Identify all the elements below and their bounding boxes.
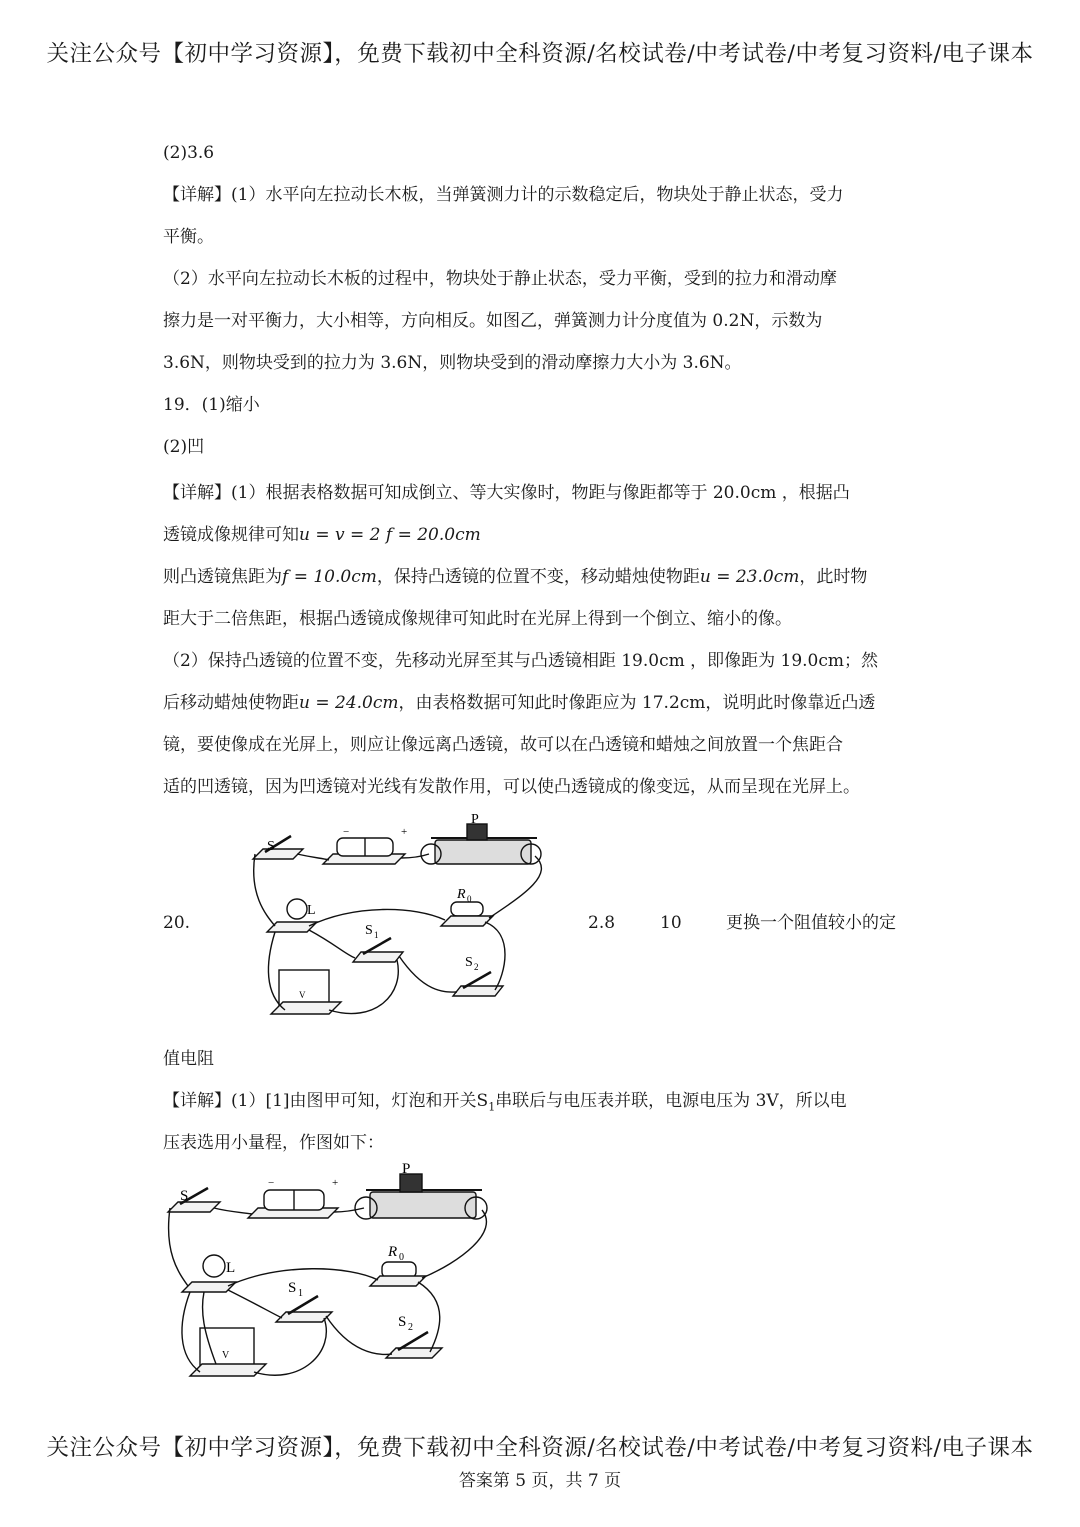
q19-detail2-line2: 后移动蜡烛使物距u = 24.0cm，由表格数据可知此时像距应为 17.2cm，说明此时像靠近凸透: [163, 693, 876, 713]
label-switch-s: S: [267, 839, 275, 854]
label-voltmeter-v: V: [299, 990, 306, 1000]
q20-blank2: 10: [660, 913, 682, 933]
label-resistor-r: R: [457, 887, 466, 902]
q18-detail2-line2: 擦力是一对平衡力，大小相等，方向相反。如图乙，弹簧测力计分度值为 0.2N，示数为: [163, 311, 823, 331]
q18-detail1-line1: 【详解】(1）水平向左拉动长木板，当弹簧测力计的示数稳定后，物块处于静止状态，受力: [163, 185, 844, 205]
q19-detail1-line3: 则凸透镜焦距为f = 10.0cm，保持凸透镜的位置不变，移动蜡烛使物距u = 23.0cm，此时物: [163, 567, 868, 587]
label-lamp-l: L: [307, 903, 316, 918]
object-distance-2: u = 24.0cm: [299, 693, 399, 713]
label-slider-p: P: [471, 814, 479, 827]
q19-detail2-line4: 适的凹透镜，因为凹透镜对光线有发散作用，可以使凸透镜成的像变远，从而呈现在光屏上。: [163, 777, 860, 797]
q19-detail2-line3: 镜，要使像成在光屏上，则应让像远离凸透镜，故可以在凸透镜和蜡烛之间放置一个焦距合: [163, 735, 843, 755]
label2-switch-s2: S: [398, 1314, 407, 1330]
q20-number: 20.: [163, 913, 191, 933]
label2-resistor-r: R: [388, 1244, 398, 1260]
q18-detail2-line1: （2）水平向左拉动长木板的过程中，物块处于静止状态，受力平衡，受到的拉力和滑动摩: [163, 269, 837, 289]
q19-detail1-line1: 【详解】(1）根据表格数据可知成倒立、等大实像时，物距与像距都等于 20.0cm ，根据凸: [163, 483, 850, 503]
q20-detail-line1: 【详解】(1）[1]由图甲可知，灯泡和开关$S_1$串联后与电压表并联，电源电压为 3V，所以电: [163, 1091, 847, 1114]
label2-voltmeter-v: V: [222, 1350, 230, 1361]
object-distance: u = 23.0cm: [699, 567, 800, 587]
focal-length: f = 10.0cm: [282, 567, 377, 587]
label2-switch-s1-sub: 1: [298, 1288, 303, 1299]
label-switch-s2-sub: 2: [474, 962, 479, 972]
q19-detail1-line2: 透镜成像规律可知u = v = 2 f = 20.0cm: [163, 525, 481, 545]
q19-detail2-line1: （2）保持凸透镜的位置不变，先移动光屏至其与凸透镜相距 19.0cm ，即像距为 19.0cm；然: [163, 651, 879, 671]
label-battery-minus: −: [343, 826, 350, 838]
label2-switch-s1: S: [288, 1280, 297, 1296]
q18-detail2-line3: 3.6N，则物块受到的拉力为 3.6N，则物块受到的滑动摩擦力大小为 3.6N。: [163, 353, 742, 373]
q20-detail-line2: 压表选用小量程，作图如下：: [163, 1133, 384, 1153]
label-switch-s2: S: [465, 955, 473, 970]
q19-answer1: 19．(1)缩小: [163, 395, 260, 415]
q20-blank3-line2: 值电阻: [163, 1049, 214, 1069]
footer-banner: 关注公众号【初中学习资源】，免费下载初中全科资源/名校试卷/中考试卷/中考复习资料/电子课本: [46, 1435, 1034, 1461]
label-switch-s1-sub: 1: [374, 930, 379, 940]
q18-detail1-line2: 平衡。: [163, 227, 214, 247]
label2-battery-plus: +: [332, 1177, 339, 1189]
q20-blank1: 2.8: [588, 913, 616, 933]
label-battery-plus: +: [401, 826, 408, 838]
q19-detail1-line4: 距大于二倍焦距，根据凸透镜成像规律可知此时在光屏上得到一个倒立、缩小的像。: [163, 609, 792, 629]
lens-formula: u = v = 2 f = 20.0cm: [299, 525, 481, 545]
q18-answer2: (2)3.6: [163, 143, 215, 163]
label-resistor-sub: 0: [467, 894, 472, 904]
label2-switch-s: S: [180, 1188, 189, 1204]
label2-resistor-sub: 0: [399, 1252, 404, 1263]
q19-answer2: (2)凹: [163, 437, 205, 457]
label2-battery-minus: −: [268, 1177, 275, 1189]
q20-blank3-line1: 更换一个阻值较小的定: [726, 913, 896, 933]
label2-lamp-l: L: [226, 1260, 236, 1276]
circuit-diagram-top: [245, 814, 555, 1030]
page-number: 答案第 5 页，共 7 页: [458, 1471, 622, 1491]
label2-slider-p: P: [402, 1162, 411, 1177]
label2-switch-s2-sub: 2: [408, 1322, 413, 1333]
header-banner: 关注公众号【初中学习资源】，免费下载初中全科资源/名校试卷/中考试卷/中考复习资料/电子课本: [46, 41, 1034, 67]
circuit-diagram-bottom: [160, 1162, 500, 1392]
label-switch-s1: S: [365, 923, 373, 938]
